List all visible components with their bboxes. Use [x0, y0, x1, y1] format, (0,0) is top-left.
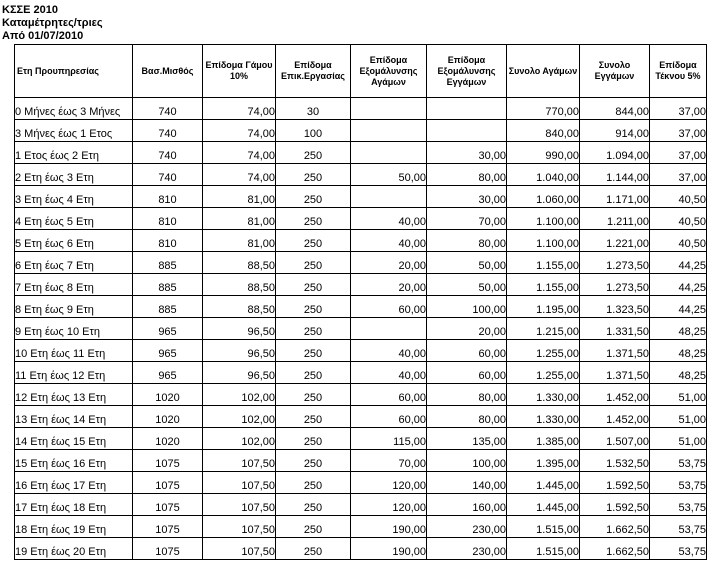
cell-child-allowance: 51,00 [650, 384, 707, 406]
cell-adjustment-married [427, 120, 507, 142]
cell-adjustment-married: 100,00 [427, 450, 507, 472]
cell-child-allowance: 53,75 [650, 450, 707, 472]
cell-total-married: 1.211,00 [580, 208, 650, 230]
cell-hazard-allowance: 250 [276, 186, 351, 208]
cell-base-salary: 1075 [133, 538, 203, 560]
cell-adjustment-single: 20,00 [351, 252, 427, 274]
cell-child-allowance: 53,75 [650, 516, 707, 538]
cell-child-allowance: 44,25 [650, 274, 707, 296]
table-row [15, 516, 707, 538]
cell-total-married: 1.331,50 [580, 318, 650, 340]
cell-total-married: 1.323,50 [580, 296, 650, 318]
cell-base-salary: 740 [133, 164, 203, 186]
cell-total-married: 844,00 [580, 98, 650, 120]
cell-years: 6 Ετη έως 7 Ετη [15, 252, 133, 274]
cell-total-married: 1.592,50 [580, 472, 650, 494]
cell-marriage-allowance: 96,50 [203, 318, 276, 340]
column-header-hazard-allowance: Επίδομα Επικ.Εργασίας [276, 45, 351, 98]
column-header-total-single: Συνολο Αγάμων [507, 45, 580, 98]
table-row [15, 186, 707, 208]
cell-years: 15 Ετη έως 16 Ετη [15, 450, 133, 472]
salary-table [14, 44, 707, 560]
cell-adjustment-married: 60,00 [427, 340, 507, 362]
cell-total-single: 1.060,00 [507, 186, 580, 208]
cell-marriage-allowance: 88,50 [203, 274, 276, 296]
cell-adjustment-single: 120,00 [351, 494, 427, 516]
cell-adjustment-single [351, 98, 427, 120]
cell-adjustment-married: 230,00 [427, 516, 507, 538]
cell-adjustment-single: 40,00 [351, 230, 427, 252]
column-header-base-salary: Βασ.Μισθός [133, 45, 203, 98]
cell-years: 13 Ετη έως 14 Ετη [15, 406, 133, 428]
cell-hazard-allowance: 250 [276, 384, 351, 406]
cell-adjustment-single: 190,00 [351, 516, 427, 538]
cell-marriage-allowance: 74,00 [203, 120, 276, 142]
cell-adjustment-single [351, 142, 427, 164]
table-row [15, 494, 707, 516]
table-row [15, 340, 707, 362]
cell-base-salary: 1020 [133, 406, 203, 428]
cell-years: 0 Μήνες έως 3 Μήνες [15, 98, 133, 120]
cell-total-single: 1.255,00 [507, 362, 580, 384]
cell-total-single: 1.445,00 [507, 472, 580, 494]
cell-hazard-allowance: 250 [276, 164, 351, 186]
table-row [15, 142, 707, 164]
cell-base-salary: 1075 [133, 516, 203, 538]
cell-years: 3 Μήνες έως 1 Ετος [15, 120, 133, 142]
cell-adjustment-single [351, 120, 427, 142]
cell-marriage-allowance: 102,00 [203, 428, 276, 450]
table-header-row [15, 45, 707, 98]
cell-adjustment-married: 135,00 [427, 428, 507, 450]
column-header-years: Ετη Προυπηρεσίας [15, 45, 133, 98]
table-row [15, 120, 707, 142]
cell-total-married: 1.662,50 [580, 516, 650, 538]
cell-total-single: 1.215,00 [507, 318, 580, 340]
cell-base-salary: 1075 [133, 472, 203, 494]
cell-total-married: 1.452,00 [580, 406, 650, 428]
cell-adjustment-single: 115,00 [351, 428, 427, 450]
cell-child-allowance: 37,00 [650, 164, 707, 186]
cell-total-single: 1.155,00 [507, 274, 580, 296]
cell-base-salary: 885 [133, 296, 203, 318]
cell-hazard-allowance: 250 [276, 252, 351, 274]
cell-marriage-allowance: 102,00 [203, 406, 276, 428]
header-category: Καταμέτρητες/τριες [2, 17, 103, 29]
cell-marriage-allowance: 96,50 [203, 362, 276, 384]
table-row [15, 164, 707, 186]
cell-child-allowance: 44,25 [650, 296, 707, 318]
table-row [15, 296, 707, 318]
cell-total-single: 1.445,00 [507, 494, 580, 516]
cell-child-allowance: 40,50 [650, 186, 707, 208]
cell-adjustment-single: 40,00 [351, 208, 427, 230]
cell-adjustment-single: 60,00 [351, 384, 427, 406]
cell-base-salary: 740 [133, 142, 203, 164]
cell-years: 19 Ετη έως 20 Ετη [15, 538, 133, 560]
cell-total-single: 1.100,00 [507, 230, 580, 252]
cell-base-salary: 1075 [133, 494, 203, 516]
cell-adjustment-married: 100,00 [427, 296, 507, 318]
cell-years: 10 Ετη έως 11 Ετη [15, 340, 133, 362]
cell-adjustment-single: 50,00 [351, 164, 427, 186]
cell-total-single: 770,00 [507, 98, 580, 120]
cell-adjustment-married: 160,00 [427, 494, 507, 516]
cell-hazard-allowance: 250 [276, 274, 351, 296]
cell-child-allowance: 44,25 [650, 252, 707, 274]
cell-base-salary: 885 [133, 252, 203, 274]
cell-base-salary: 965 [133, 318, 203, 340]
cell-total-married: 1.371,50 [580, 340, 650, 362]
cell-adjustment-single: 60,00 [351, 406, 427, 428]
cell-total-married: 914,00 [580, 120, 650, 142]
cell-hazard-allowance: 250 [276, 516, 351, 538]
cell-base-salary: 810 [133, 230, 203, 252]
cell-adjustment-married: 50,00 [427, 274, 507, 296]
cell-base-salary: 965 [133, 340, 203, 362]
cell-total-single: 990,00 [507, 142, 580, 164]
cell-marriage-allowance: 107,50 [203, 472, 276, 494]
cell-marriage-allowance: 81,00 [203, 186, 276, 208]
cell-total-single: 1.330,00 [507, 406, 580, 428]
cell-base-salary: 1075 [133, 450, 203, 472]
cell-child-allowance: 48,25 [650, 340, 707, 362]
table-row [15, 230, 707, 252]
cell-total-single: 1.330,00 [507, 384, 580, 406]
cell-hazard-allowance: 30 [276, 98, 351, 120]
cell-base-salary: 810 [133, 186, 203, 208]
cell-child-allowance: 51,00 [650, 428, 707, 450]
cell-hazard-allowance: 250 [276, 208, 351, 230]
cell-child-allowance: 40,50 [650, 208, 707, 230]
cell-marriage-allowance: 81,00 [203, 230, 276, 252]
column-header-adjustment-married: Επίδομα Εξομάλυνσης Εγγάμων [427, 45, 507, 98]
cell-years: 12 Ετη έως 13 Ετη [15, 384, 133, 406]
cell-adjustment-single: 190,00 [351, 538, 427, 560]
cell-hazard-allowance: 250 [276, 472, 351, 494]
header-title: ΚΣΣΕ 2010 [2, 4, 59, 16]
table-row [15, 252, 707, 274]
document-header [2, 4, 103, 43]
cell-years: 3 Ετη έως 4 Ετη [15, 186, 133, 208]
column-header-total-married: Συνολο Εγγάμων [580, 45, 650, 98]
cell-years: 4 Ετη έως 5 Ετη [15, 208, 133, 230]
table-row [15, 384, 707, 406]
cell-marriage-allowance: 107,50 [203, 450, 276, 472]
cell-adjustment-married: 30,00 [427, 142, 507, 164]
cell-years: 2 Ετη έως 3 Ετη [15, 164, 133, 186]
table-row [15, 406, 707, 428]
table-row [15, 450, 707, 472]
cell-years: 7 Ετη έως 8 Ετη [15, 274, 133, 296]
cell-marriage-allowance: 96,50 [203, 340, 276, 362]
table-row [15, 274, 707, 296]
cell-hazard-allowance: 250 [276, 318, 351, 340]
cell-adjustment-married: 80,00 [427, 384, 507, 406]
header-effective-date: Από 01/07/2010 [2, 30, 84, 42]
cell-hazard-allowance: 250 [276, 340, 351, 362]
cell-adjustment-single: 40,00 [351, 340, 427, 362]
cell-years: 1 Ετος έως 2 Ετη [15, 142, 133, 164]
cell-years: 11 Ετη έως 12 Ετη [15, 362, 133, 384]
cell-marriage-allowance: 74,00 [203, 98, 276, 120]
cell-total-single: 1.395,00 [507, 450, 580, 472]
cell-adjustment-married: 140,00 [427, 472, 507, 494]
cell-marriage-allowance: 74,00 [203, 142, 276, 164]
cell-adjustment-single [351, 318, 427, 340]
cell-child-allowance: 40,50 [650, 230, 707, 252]
cell-total-single: 1.155,00 [507, 252, 580, 274]
cell-adjustment-single [351, 186, 427, 208]
column-header-marriage-allowance: Επίδομα Γάμου 10% [203, 45, 276, 98]
cell-child-allowance: 48,25 [650, 318, 707, 340]
cell-total-married: 1.507,00 [580, 428, 650, 450]
cell-child-allowance: 51,00 [650, 406, 707, 428]
cell-adjustment-married: 20,00 [427, 318, 507, 340]
cell-total-married: 1.371,50 [580, 362, 650, 384]
cell-total-married: 1.532,50 [580, 450, 650, 472]
cell-marriage-allowance: 81,00 [203, 208, 276, 230]
cell-adjustment-single: 60,00 [351, 296, 427, 318]
cell-years: 18 Ετη έως 19 Ετη [15, 516, 133, 538]
cell-marriage-allowance: 74,00 [203, 164, 276, 186]
cell-hazard-allowance: 250 [276, 362, 351, 384]
cell-marriage-allowance: 107,50 [203, 538, 276, 560]
cell-child-allowance: 37,00 [650, 120, 707, 142]
cell-years: 9 Ετη έως 10 Ετη [15, 318, 133, 340]
table-row [15, 318, 707, 340]
cell-total-single: 1.100,00 [507, 208, 580, 230]
cell-total-married: 1.592,50 [580, 494, 650, 516]
table-row [15, 98, 707, 120]
cell-total-married: 1.221,00 [580, 230, 650, 252]
cell-hazard-allowance: 250 [276, 142, 351, 164]
cell-hazard-allowance: 250 [276, 538, 351, 560]
cell-base-salary: 965 [133, 362, 203, 384]
cell-adjustment-single: 20,00 [351, 274, 427, 296]
cell-base-salary: 740 [133, 98, 203, 120]
cell-adjustment-married: 60,00 [427, 362, 507, 384]
cell-hazard-allowance: 250 [276, 428, 351, 450]
cell-hazard-allowance: 250 [276, 296, 351, 318]
cell-adjustment-married [427, 98, 507, 120]
cell-hazard-allowance: 250 [276, 450, 351, 472]
cell-total-married: 1.662,50 [580, 538, 650, 560]
cell-marriage-allowance: 102,00 [203, 384, 276, 406]
cell-marriage-allowance: 88,50 [203, 252, 276, 274]
table-row [15, 208, 707, 230]
cell-total-married: 1.144,00 [580, 164, 650, 186]
column-header-child-allowance: Επίδομα Τέκνου 5% [650, 45, 707, 98]
cell-adjustment-married: 70,00 [427, 208, 507, 230]
cell-total-married: 1.273,50 [580, 252, 650, 274]
cell-hazard-allowance: 250 [276, 230, 351, 252]
cell-base-salary: 810 [133, 208, 203, 230]
cell-child-allowance: 48,25 [650, 362, 707, 384]
cell-marriage-allowance: 88,50 [203, 296, 276, 318]
cell-child-allowance: 37,00 [650, 142, 707, 164]
cell-marriage-allowance: 107,50 [203, 516, 276, 538]
cell-years: 14 Ετη έως 15 Ετη [15, 428, 133, 450]
cell-child-allowance: 53,75 [650, 472, 707, 494]
table-row [15, 472, 707, 494]
cell-total-single: 1.040,00 [507, 164, 580, 186]
table-row [15, 428, 707, 450]
cell-years: 5 Ετη έως 6 Ετη [15, 230, 133, 252]
cell-adjustment-married: 80,00 [427, 230, 507, 252]
cell-adjustment-married: 80,00 [427, 406, 507, 428]
table-row [15, 362, 707, 384]
cell-total-single: 840,00 [507, 120, 580, 142]
cell-hazard-allowance: 100 [276, 120, 351, 142]
cell-adjustment-married: 30,00 [427, 186, 507, 208]
cell-child-allowance: 53,75 [650, 494, 707, 516]
cell-base-salary: 1020 [133, 384, 203, 406]
cell-total-married: 1.273,50 [580, 274, 650, 296]
cell-adjustment-married: 50,00 [427, 252, 507, 274]
cell-years: 16 Ετη έως 17 Ετη [15, 472, 133, 494]
cell-total-single: 1.385,00 [507, 428, 580, 450]
cell-years: 8 Ετη έως 9 Ετη [15, 296, 133, 318]
cell-total-single: 1.515,00 [507, 538, 580, 560]
cell-hazard-allowance: 250 [276, 406, 351, 428]
cell-base-salary: 740 [133, 120, 203, 142]
cell-adjustment-single: 70,00 [351, 450, 427, 472]
cell-base-salary: 885 [133, 274, 203, 296]
cell-child-allowance: 37,00 [650, 98, 707, 120]
cell-total-single: 1.195,00 [507, 296, 580, 318]
cell-adjustment-married: 80,00 [427, 164, 507, 186]
cell-child-allowance: 53,75 [650, 538, 707, 560]
cell-total-single: 1.515,00 [507, 516, 580, 538]
cell-adjustment-single: 40,00 [351, 362, 427, 384]
cell-total-single: 1.255,00 [507, 340, 580, 362]
cell-total-married: 1.171,00 [580, 186, 650, 208]
table-body [15, 98, 707, 560]
table-row [15, 538, 707, 560]
cell-adjustment-single: 120,00 [351, 472, 427, 494]
cell-years: 17 Ετη έως 18 Ετη [15, 494, 133, 516]
cell-total-married: 1.452,00 [580, 384, 650, 406]
cell-base-salary: 1020 [133, 428, 203, 450]
column-header-adjustment-single: Επίδομα Εξομάλυνσης Αγάμων [351, 45, 427, 98]
cell-hazard-allowance: 250 [276, 494, 351, 516]
cell-total-married: 1.094,00 [580, 142, 650, 164]
cell-marriage-allowance: 107,50 [203, 494, 276, 516]
cell-adjustment-married: 230,00 [427, 538, 507, 560]
